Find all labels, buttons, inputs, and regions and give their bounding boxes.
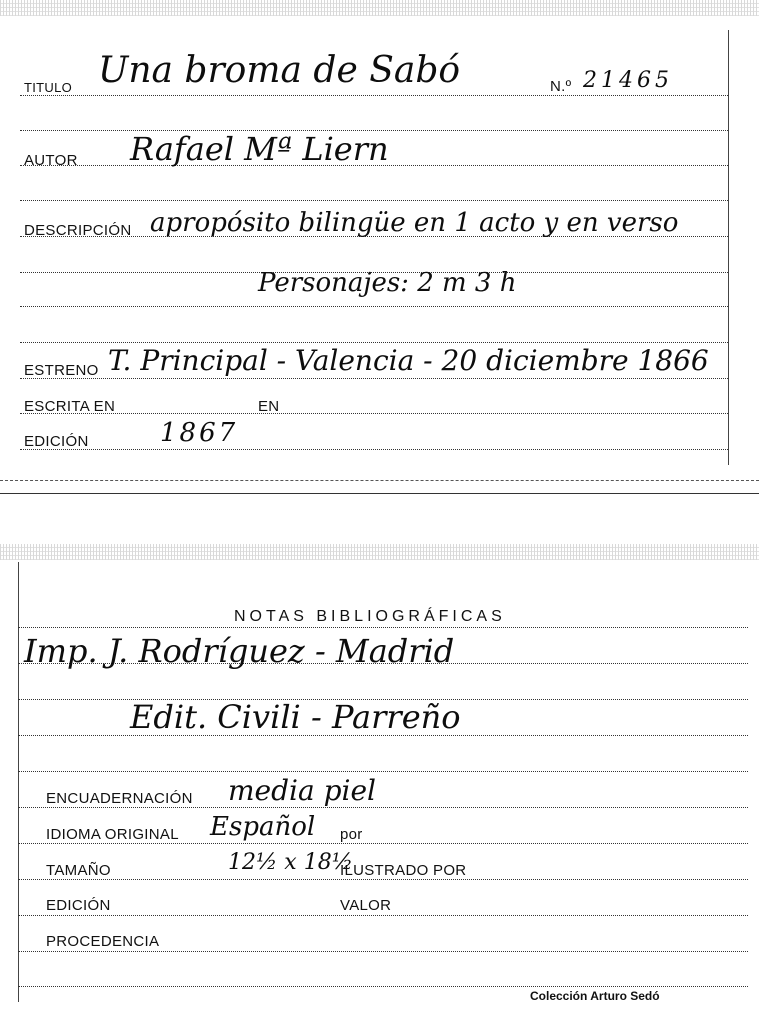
rule-line: [18, 807, 748, 808]
numero-label: N.º: [550, 78, 572, 95]
rule-line: [20, 378, 728, 379]
rule-line: [18, 986, 748, 987]
edicion2-label: EDICIÓN: [46, 897, 111, 914]
encuadernacion-label: ENCUADERNACIÓN: [46, 790, 193, 807]
rule-line: [20, 342, 728, 343]
estreno-label: ESTRENO: [24, 362, 99, 379]
rule-line: [18, 915, 748, 916]
collection-credit: Colección Arturo Sedó: [530, 989, 660, 1003]
numero-value: 21465: [583, 68, 673, 93]
encuadernacion-value: media piel: [228, 774, 376, 807]
descripcion-value: apropósito bilingüe en 1 acto y en verso: [150, 208, 679, 238]
rule-line: [20, 200, 728, 201]
rule-line: [20, 306, 728, 307]
rule-line: [18, 627, 748, 628]
tamano-value: 12½ x 18½: [228, 850, 354, 875]
ilustrado-label: ILUSTRADO POR: [340, 862, 467, 879]
escrita-label: ESCRITA EN: [24, 398, 116, 415]
edicion-value: 1867: [160, 418, 239, 448]
card-separator: [0, 493, 759, 494]
titulo-value: Una broma de Sabó: [98, 50, 461, 91]
rule-line: [18, 843, 748, 844]
card-left-border: [18, 562, 19, 1002]
estreno-value: T. Principal - Valencia - 20 diciembre 1866: [108, 344, 709, 377]
descripcion-label: DESCRIPCIÓN: [24, 222, 132, 239]
idioma-value: Español: [210, 812, 316, 842]
rule-line: [18, 771, 748, 772]
rule-line: [20, 449, 728, 450]
nota-line-2: Edit. Civili - Parreño: [130, 698, 461, 736]
autor-value: Rafael Mª Liern: [130, 130, 389, 168]
rule-line: [20, 413, 728, 414]
en-label: EN: [258, 398, 280, 415]
rule-line: [20, 95, 728, 96]
por-label: por: [340, 826, 363, 843]
edicion-label: EDICIÓN: [24, 433, 89, 450]
catalog-card-front: [0, 0, 759, 490]
autor-label: AUTOR: [24, 152, 78, 169]
rule-line: [18, 951, 748, 952]
titulo-label: TITULO: [24, 80, 73, 95]
tamano-label: TAMAÑO: [46, 862, 111, 879]
card-edge-texture: [0, 544, 759, 560]
valor-label: VALOR: [340, 897, 392, 914]
procedencia-label: PROCEDENCIA: [46, 933, 160, 950]
rule-line: [18, 879, 748, 880]
personajes-value: Personajes: 2 m 3 h: [258, 268, 517, 298]
card-edge-texture: [0, 0, 759, 16]
nota-line-1: Imp. J. Rodríguez - Madrid: [24, 632, 455, 670]
notas-header: NOTAS BIBLIOGRÁFICAS: [234, 608, 506, 625]
idioma-label: IDIOMA ORIGINAL: [46, 826, 179, 843]
catalog-card-back: [0, 540, 759, 1028]
rule-line: [0, 480, 759, 481]
card-right-border: [728, 30, 729, 465]
